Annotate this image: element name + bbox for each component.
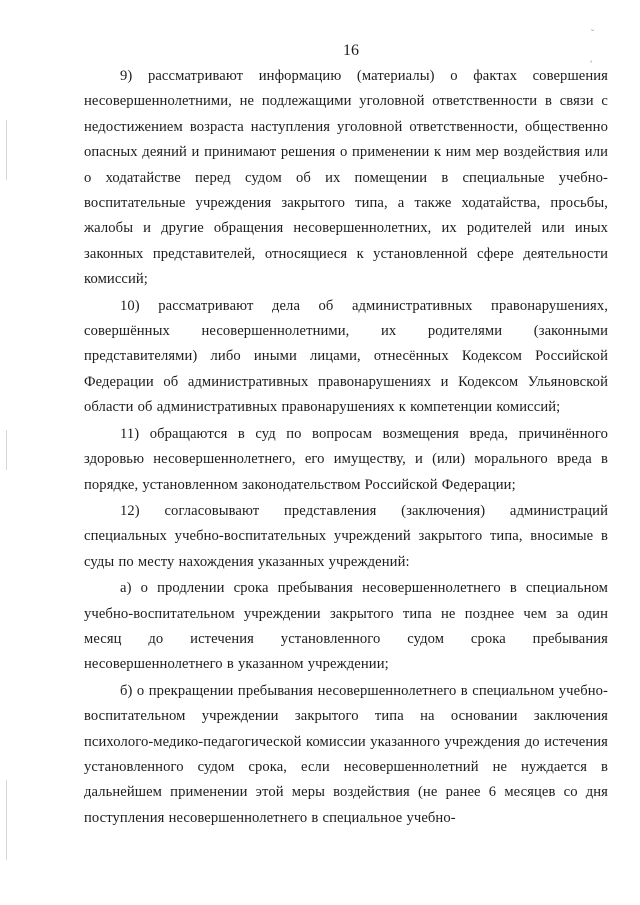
scan-margin-mark xyxy=(6,120,7,180)
paragraph-item-10: 10) рассматривают дела об административных правонарушениях, совершённых несовершеннолетними, их родителями (законными представителями) либо иными лицами, отнесённых Кодексом Российской Федерации об административных правонарушениях и Кодексом Ульяновской области об административных правонарушениях к компетенции комиссий; xyxy=(84,297,608,416)
scan-margin-mark xyxy=(6,430,7,470)
paragraph-subitem-a: а) о продлении срока пребывания несовершеннолетнего в специальном учебно-воспитательном учреждении закрытого типа не позднее чем за один месяц до истечения установленного судом срока пребывания несовершеннолетнего в указанном учреждении; xyxy=(84,580,608,673)
paragraph-item-12: 12) согласовывают представления (заключения) администраций специальных учебно-воспитательных учреждений закрытого типа, вносимые в суды по месту нахождения указанных учреждений: xyxy=(84,502,608,570)
document-body xyxy=(84,64,608,831)
page-number: 16 xyxy=(343,42,359,59)
scan-speck: ˚ xyxy=(590,60,593,69)
paragraph-subitem-b: б) о прекращении пребывания несовершеннолетнего в специальном учебно-воспитательном учреждении закрытого типа на основании заключения психолого-медико-педагогической комиссии указанного учреждения до истечения установленного судом срока, если несовершеннолетний не нуждается в дальнейшем применении этой меры воздействия (не ранее 6 месяцев со дня поступления несовершеннолетнего в специальное учебно- xyxy=(84,682,608,826)
paragraph-item-11: 11) обращаются в суд по вопросам возмещения вреда, причинённого здоровью несовершеннолетнего, его имуществу, и (или) морального вреда в порядке, установленном законодательством Российской Федерации; xyxy=(84,425,608,493)
scan-speck: ˘ xyxy=(591,28,594,38)
paragraph-item-9: 9) рассматривают информацию (материалы) о фактах совершения несовершеннолетними, не подлежащими уголовной ответственности в связи с недостижением возраста наступления уголовной ответственности, общественно опасных деяний и принимают решения о применении к ним мер воздействия или о ходатайстве перед судом об их помещении в специальные учебно-воспитательные учреждения закрытого типа, а также ходатайства, просьбы, жалобы и другие обращения несовершеннолетних, их родителей или иных законных представителей, относящиеся к установленной сфере деятельности комиссий; xyxy=(84,68,608,288)
scan-margin-mark xyxy=(6,780,7,860)
